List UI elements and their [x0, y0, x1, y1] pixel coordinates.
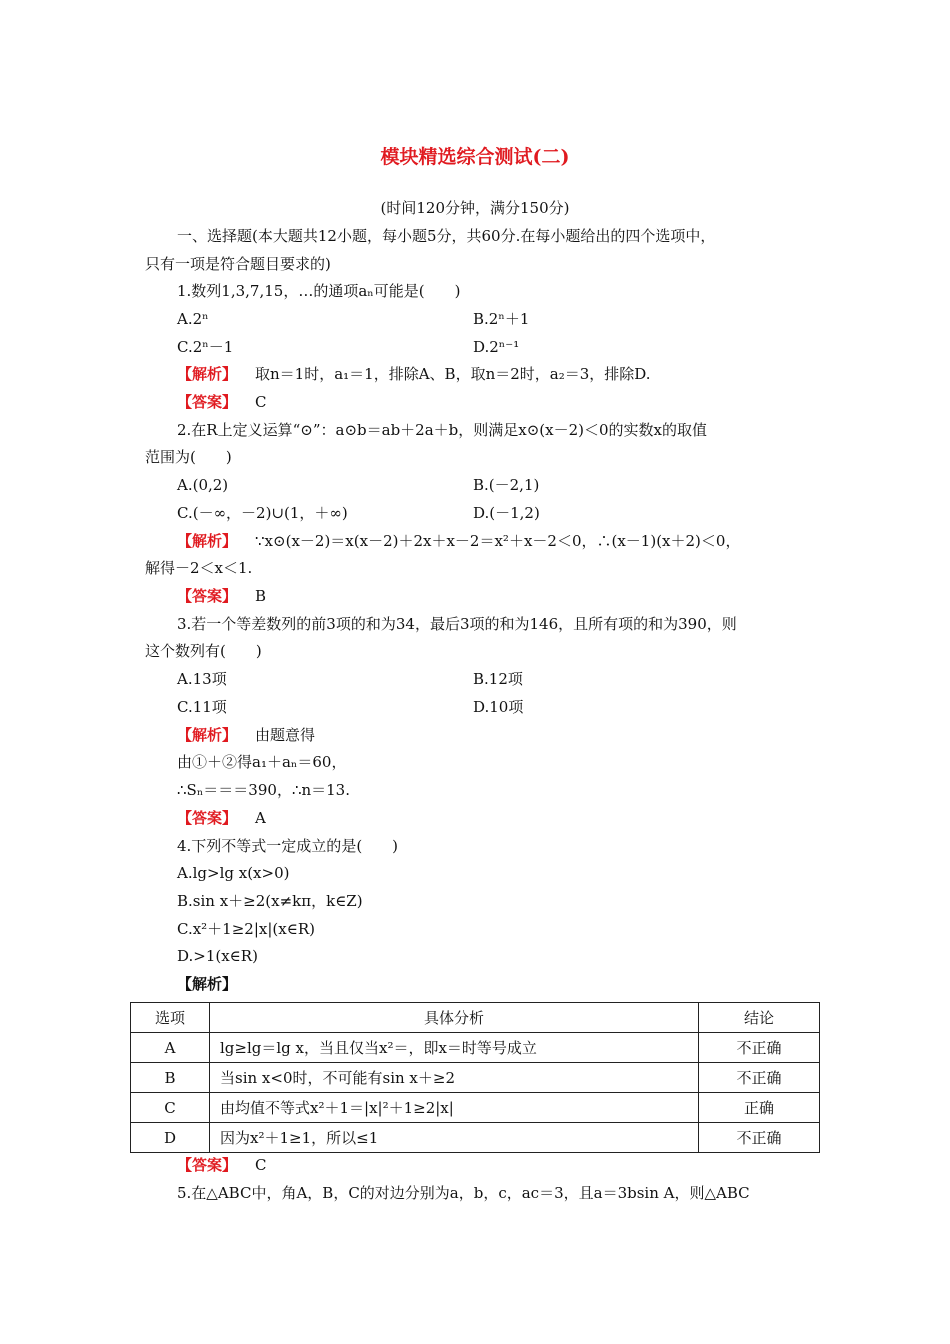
table-cell-analysis: lg≥lg＝lg x，当且仅当x²＝，即x＝时等号成立	[210, 1033, 699, 1063]
table-row	[131, 1033, 820, 1063]
q1-answer	[177, 392, 267, 412]
q4-stem: 4.下列不等式一定成立的是( )	[177, 837, 399, 855]
section-intro-line1: 一、选择题(本大题共12小题，每小题5分，共60分.在每小题给出的四个选项中，	[177, 227, 716, 245]
page-title: 模块精选综合测试(二)	[380, 146, 570, 168]
q3-analysis-text: 由题意得	[255, 726, 316, 744]
q2-answer-value: B	[255, 587, 267, 605]
table-cell-conclusion: 不正确	[699, 1123, 820, 1153]
q2-analysis-line2: 解得－2＜x＜1.	[145, 559, 253, 577]
table-cell-option: D	[131, 1123, 210, 1153]
q1-option-b: B.2ⁿ＋1	[473, 310, 530, 328]
q2-option-c: C.(－∞，－2)∪(1，＋∞)	[177, 504, 348, 522]
table-cell-analysis: 因为x²＋1≥1，所以≤1	[210, 1123, 699, 1153]
answer-tag: 【答案】	[177, 809, 238, 827]
analysis-tag: 【解析】	[177, 532, 238, 550]
q1-option-d: D.2ⁿ⁻¹	[473, 338, 520, 356]
analysis-tag: 【解析】	[177, 726, 238, 744]
table-header-analysis: 具体分析	[210, 1003, 699, 1033]
table-cell-option: A	[131, 1033, 210, 1063]
answer-tag: 【答案】	[177, 393, 238, 411]
q4-answer	[177, 1155, 267, 1175]
q2-stem-line2: 范围为( )	[145, 448, 232, 466]
q4-analysis-heading: 【解析】	[177, 975, 238, 993]
q2-stem-line1: 2.在R上定义运算“⊙”：a⊙b＝ab＋2a＋b，则满足x⊙(x－2)＜0的实数x的取值	[177, 421, 707, 439]
answer-tag: 【答案】	[177, 1156, 238, 1174]
q2-answer	[177, 586, 266, 606]
q3-stem-line1: 3.若一个等差数列的前3项的和为34，最后3项的和为146，且所有项的和为390，则	[177, 615, 737, 633]
q4-option-b: B.sin x＋≥2(x≠kπ，k∈Z)	[177, 892, 363, 910]
q5-stem-line1: 5.在△ABC中，角A，B，C的对边分别为a，b，c，ac＝3，且a＝3bsin A，则△ABC	[177, 1184, 750, 1202]
q2-option-d: D.(－1,2)	[473, 504, 540, 522]
table-cell-conclusion: 不正确	[699, 1033, 820, 1063]
q3-analysis-line3: ∴Sₙ＝＝＝390，∴n＝13.	[177, 781, 350, 799]
table-header-option: 选项	[131, 1003, 210, 1033]
q4-option-c: C.x²＋1≥2|x|(x∈R)	[177, 920, 315, 938]
section-intro-line2: 只有一项是符合题目要求的)	[145, 255, 331, 273]
q3-option-a: A.13项	[177, 670, 227, 688]
answer-tag: 【答案】	[177, 587, 238, 605]
q2-option-a: A.(0,2)	[177, 476, 229, 494]
q3-answer-value: A	[255, 809, 266, 827]
q1-option-a: A.2ⁿ	[177, 310, 209, 328]
q3-option-b: B.12项	[473, 670, 523, 688]
q2-analysis	[177, 531, 740, 551]
q1-analysis-text: 取n＝1时，a₁＝1，排除A、B，取n＝2时，a₂＝3，排除D.	[255, 365, 651, 383]
q2-option-b: B.(－2,1)	[473, 476, 540, 494]
table-cell-conclusion: 不正确	[699, 1063, 820, 1093]
q3-answer	[177, 808, 266, 828]
q3-stem-line2: 这个数列有( )	[145, 642, 262, 660]
q1-answer-value: C	[255, 393, 267, 411]
table-header-conclusion: 结论	[699, 1003, 820, 1033]
table-cell-analysis: 当sin x<0时，不可能有sin x＋≥2	[210, 1063, 699, 1093]
q3-option-c: C.11项	[177, 698, 227, 716]
q2-analysis-text: ∵x⊙(x－2)＝x(x－2)＋2x＋x－2＝x²＋x－2＜0，∴(x－1)(x＋2)＜0，	[255, 532, 741, 550]
table-cell-conclusion: 正确	[699, 1093, 820, 1123]
q1-stem: 1.数列1,3,7,15，…的通项aₙ可能是( )	[177, 282, 461, 300]
table-row	[131, 1063, 820, 1093]
q1-option-c: C.2ⁿ－1	[177, 338, 234, 356]
q4-answer-value: C	[255, 1156, 267, 1174]
table-cell-option: C	[131, 1093, 210, 1123]
table-cell-analysis: 由均值不等式x²＋1＝|x|²＋1≥2|x|	[210, 1093, 699, 1123]
q3-analysis-line2: 由①＋②得a₁＋aₙ＝60，	[177, 753, 347, 771]
table-cell-option: B	[131, 1063, 210, 1093]
q4-analysis-table	[130, 1002, 820, 1153]
analysis-tag: 【解析】	[177, 365, 238, 383]
time-score-note: (时间120分钟，满分150分)	[380, 199, 570, 217]
table-row	[131, 1093, 820, 1123]
q4-option-a: A.lg>lg x(x>0)	[177, 864, 290, 882]
table-row	[131, 1123, 820, 1153]
q4-option-d: D.>1(x∈R)	[177, 947, 258, 965]
q3-option-d: D.10项	[473, 698, 524, 716]
q3-analysis	[177, 725, 315, 745]
table-header-row	[131, 1003, 820, 1033]
q1-analysis	[177, 364, 651, 384]
